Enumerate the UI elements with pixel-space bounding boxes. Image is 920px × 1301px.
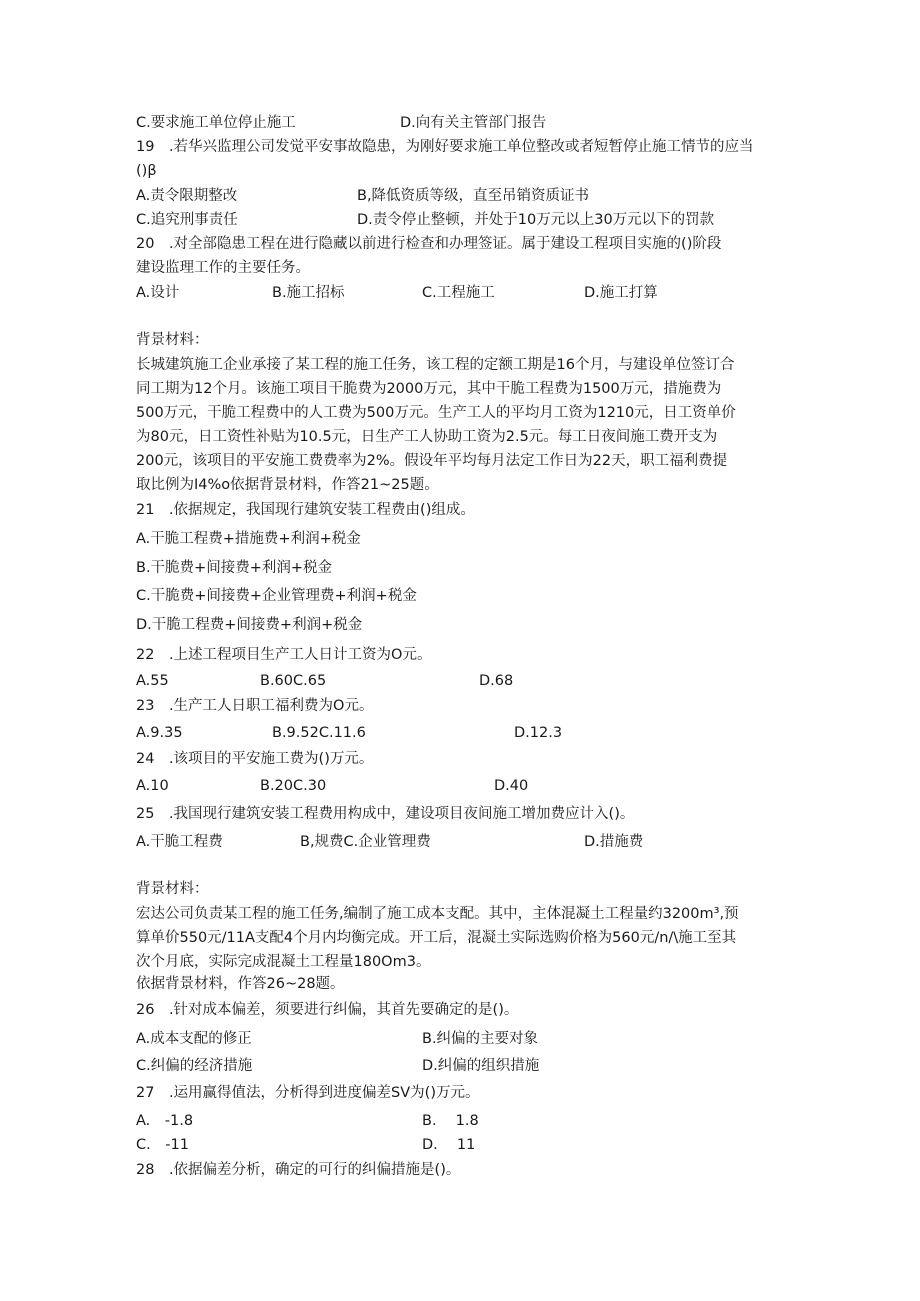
q25-option-bc: B,规费C.企业管理费 — [300, 834, 431, 850]
bg1-line: 500万元，干脆工程费中的人工费为500万元。生产工人的平均月工资为1210元，日工资单价 — [136, 405, 736, 421]
q28-stem: 28 .依据偏差分析，确定的可行的纠偏措施是()。 — [136, 1162, 461, 1178]
q21-option-a: A.干脆工程费+措施费+利润+税金 — [136, 531, 361, 547]
q23-option-bc: B.9.52C.11.6 — [272, 725, 366, 741]
q24-option-d: D.40 — [494, 778, 529, 794]
bg2-heading: 背景材料： — [136, 881, 209, 897]
q18-option-d: D.向有关主管部门报告 — [400, 115, 547, 131]
q22-stem: 22 .上述工程项目生产工人日计工资为O元。 — [136, 647, 432, 663]
q20-option-d: D.施工打算 — [584, 285, 658, 301]
bg2-line: 算单价550元/11A支配4个月内均衡完成。开工后，混凝土实际选购价格为560元/n/\施工至其 — [136, 930, 737, 946]
bg1-heading: 背景材料： — [136, 332, 209, 348]
q21-stem: 21 .依据规定，我国现行建筑安装工程费由()组成。 — [136, 502, 475, 518]
q23-option-d: D.12.3 — [514, 725, 563, 741]
q27-stem: 27 .运用赢得值法，分析得到进度偏差SV为()万元。 — [136, 1085, 480, 1101]
q20-stem-line2: 建设监理工作的主要任务。 — [136, 260, 310, 276]
q26-option-d: D.纠偏的组织措施 — [422, 1058, 540, 1074]
q24-stem: 24 .该项目的平安施工费为()万元。 — [136, 751, 374, 767]
q25-option-a: A.干脆工程费 — [136, 834, 223, 850]
q19-option-b: B,降低资质等级，直至吊销资质证书 — [357, 188, 590, 204]
q25-option-d: D.措施费 — [584, 834, 644, 850]
q21-option-c: C.干脆费+间接费+企业管理费+利润+税金 — [136, 588, 417, 604]
q27-option-a: A. -1.8 — [136, 1113, 194, 1129]
bg1-line: 为80元，日工资性补贴为10.5元，日生产工人协助工资为2.5元。每工日夜间施工费开支为 — [136, 429, 718, 445]
q22-option-bc: B.60C.65 — [260, 673, 327, 689]
q19-option-d: D.责令停止整顿，并处于10万元以上30万元以下的罚款 — [357, 212, 715, 228]
bg1-line: 长城建筑施工企业承接了某工程的施工任务，该工程的定额工期是16个月，与建设单位签订合 — [136, 357, 735, 373]
bg1-line: 取比例为I4%o依据背景材料，作答21~25题。 — [136, 477, 439, 493]
q26-stem: 26 .针对成本偏差，须要进行纠偏，其首先要确定的是()。 — [136, 1002, 519, 1018]
q18-option-c: C.要求施工单位停止施工 — [136, 115, 296, 131]
q26-option-a: A.成本支配的修正 — [136, 1031, 252, 1047]
q23-option-a: A.9.35 — [136, 725, 183, 741]
q21-option-d: D.干脆工程费+间接费+利润+税金 — [136, 617, 363, 633]
q20-option-b: B.施工招标 — [272, 285, 345, 301]
bg2-line: 宏达公司负责某工程的施工任务,编制了施工成本支配。其中，主体混凝土工程量约3200m³,预 — [136, 906, 739, 922]
q19-stem-line1: 19 .若华兴监理公司发觉平安事故隐患，为刚好要求施工单位整改或者短暂停止施工情节的应当 — [136, 139, 754, 155]
q24-option-bc: B.20C.30 — [260, 778, 327, 794]
q20-stem-line1: 20 .对全部隐患工程在进行隐藏以前进行检查和办理签证。属于建设工程项目实施的()阶段 — [136, 236, 722, 252]
bg1-line: 200元，该项目的平安施工费费率为2%。假设年平均每月法定工作日为22天，职工福利费提 — [136, 453, 728, 469]
q25-stem: 25 .我国现行建筑安装工程费用构成中，建设项目夜间施工增加费应计入()。 — [136, 806, 635, 822]
q20-option-a: A.设计 — [136, 285, 180, 301]
q22-option-d: D.68 — [479, 673, 514, 689]
q22-option-a: A.55 — [136, 673, 169, 689]
q23-stem: 23 .生产工人日职工福利费为O元。 — [136, 698, 374, 714]
q24-option-a: A.10 — [136, 778, 169, 794]
q27-option-c: C. -11 — [136, 1137, 189, 1153]
bg2-line: 依据背景材料，作答26~28题。 — [136, 976, 345, 992]
q20-option-c: C.工程施工 — [422, 285, 495, 301]
q27-option-d: D. 11 — [422, 1137, 476, 1153]
q26-option-b: B.纠偏的主要对象 — [422, 1031, 539, 1047]
q19-option-a: A.责令限期整改 — [136, 188, 238, 204]
bg1-line: 同工期为12个月。该施工项目干脆费为2000万元，其中干脆工程费为1500万元，措施费为 — [136, 381, 722, 397]
bg2-line: 次个月底，实际完成混凝土工程量180Om3。 — [136, 954, 431, 970]
q19-option-c: C.追究刑事责任 — [136, 212, 238, 228]
q19-stem-line2: ()β — [136, 163, 157, 179]
q26-option-c: C.纠偏的经济措施 — [136, 1058, 253, 1074]
q21-option-b: B.干脆费+间接费+利润+税金 — [136, 560, 333, 576]
q27-option-b: B. 1.8 — [422, 1113, 479, 1129]
